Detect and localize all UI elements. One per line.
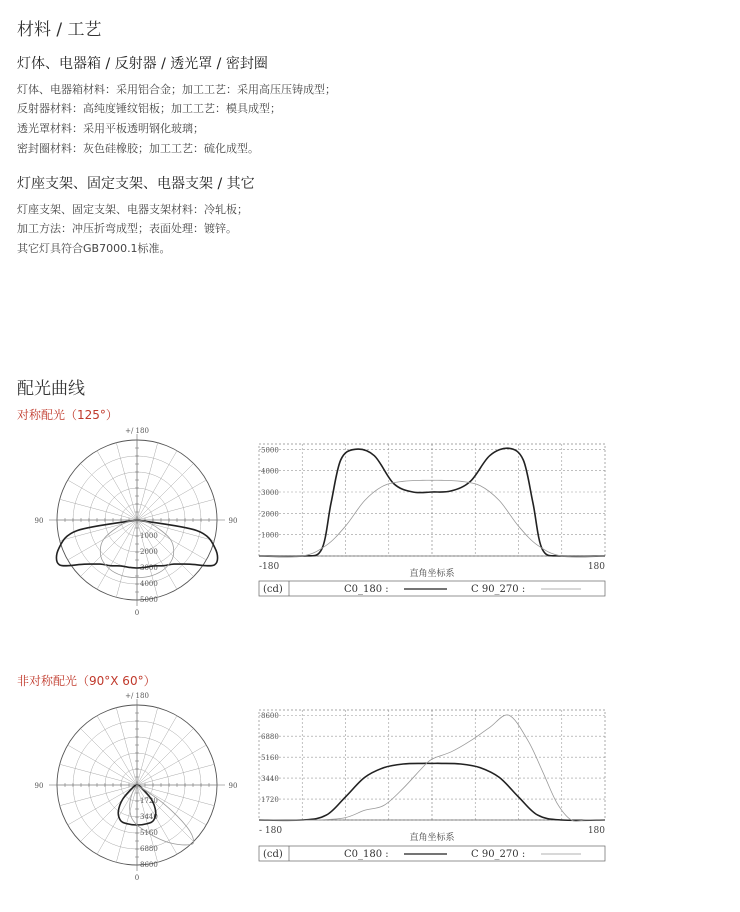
polar-grid-spoke [60,499,137,520]
line-chart-y-tick-label: 8600 [261,712,279,721]
line-chart-y-tick-label: 3000 [261,489,279,497]
polar-radial-tick-label: 3000 [140,564,158,572]
polar-label-left: 90 [34,517,44,525]
polar-grid-spoke [97,785,137,854]
polar-radial-tick-label: 1000 [140,532,158,540]
polar-radial-tick-label: 5000 [140,596,158,604]
polar-grid-spoke [97,520,137,589]
materials-title: 材料 / 工艺 [17,20,102,40]
section2-line: 加工方法：冲压折弯成型；表面处理：镀锌。 [17,222,237,235]
section2-line: 灯座支架、固定支架、电器支架材料：冷轧板； [17,203,248,216]
polar-radial-tick-label: 6880 [140,845,158,853]
polar-grid-spoke [137,480,206,520]
polar-grid-spoke [80,785,137,842]
line-chart-y-tick-label: 6880 [261,733,279,742]
curves-title: 配光曲线 [17,379,85,399]
polar-grid-spoke [116,708,137,785]
polar-grid-spoke [137,716,177,785]
legend-unit: (cd) [263,584,283,595]
section1-line: 密封圈材料：灰色硅橡胶；加工工艺：硫化成型。 [17,142,259,155]
polar-radial-tick-label: 1720 [140,797,158,805]
legend-series-2: C 90_270 : [471,584,526,595]
polar-grid-spoke [137,764,214,785]
line-chart-x-title: 直角坐标系 [409,569,455,579]
polar-grid-spoke [137,745,206,785]
polar-grid-spoke [137,708,158,785]
line-chart-y-tick-label: 4000 [261,467,279,476]
section1-heading: 灯体、电器箱 / 反射器 / 透光罩 / 密封圈 [17,56,268,72]
line-chart-y-tick-label: 1000 [261,531,279,540]
polar-radial-tick-label: 8600 [140,861,158,869]
polar-grid-spoke [116,443,137,520]
section1-line: 透光罩材料：采用平板透明钢化玻璃； [17,122,204,135]
polar-label-top: +/ 180 [125,427,149,435]
section2-line: 其它灯具符合GB7000.1标准。 [17,242,171,255]
legend-unit: (cd) [263,849,283,860]
line-chart-y-tick-label: 3440 [261,775,279,784]
legend-series-1: C0_180 : [344,584,389,595]
polar-grid-spoke [68,785,137,825]
polar-grid-spoke [137,443,158,520]
polar-grid-spoke [116,520,137,597]
polar-grid-spoke [60,520,137,541]
line-chart-x-label-min: - 180 [259,826,283,836]
line-chart-y-tick-label: 5000 [261,446,279,455]
polar-radial-tick-label: 3440 [140,813,158,821]
polar-grid-spoke [60,764,137,785]
line-chart-x-title: 直角坐标系 [409,833,455,843]
polar-label-left: 90 [34,782,44,790]
polar-grid-spoke [68,480,137,520]
polar-grid-spoke [68,520,137,560]
symmetric-label: 对称配光（125°） [17,408,118,422]
line-chart-y-tick-label: 1720 [261,796,279,805]
polar-grid-spoke [80,463,137,520]
polar-grid-spoke [137,728,194,785]
polar-grid-spoke [80,728,137,785]
polar-grid-spoke [97,716,137,785]
polar-label-bottom: 0 [134,874,140,882]
polar-grid-spoke [137,499,214,520]
section1-line: 灯体、电器箱材料：采用铝合金；加工工艺：采用高压压铸成型； [17,83,336,96]
asymmetric-label: 非对称配光（90°X 60°） [17,674,156,688]
polar-label-bottom: 0 [134,609,140,617]
polar-radial-tick-label: 2000 [140,548,158,556]
polar-grid-spoke [97,451,137,520]
polar-grid-spoke [68,745,137,785]
polar-label-right: 90 [228,782,238,790]
polar-radial-tick-label: 5160 [140,829,158,837]
polar-radial-tick-label: 4000 [140,580,158,588]
legend-series-1: C0_180 : [344,849,389,860]
section1-line: 反射器材料：高纯度锤纹铝板；加工工艺：模具成型； [17,102,281,115]
line-chart-x-label-min: -180 [259,562,280,572]
line-chart-y-tick-label: 5160 [261,754,279,763]
legend-series-2: C 90_270 : [471,849,526,860]
line-chart-y-tick-label: 2000 [261,510,279,519]
line-chart-x-label-max: 180 [587,826,605,836]
polar-label-right: 90 [228,517,238,525]
line-chart-x-label-max: 180 [587,562,605,572]
polar-label-top: +/ 180 [125,692,149,700]
section2-heading: 灯座支架、固定支架、电器支架 / 其它 [17,176,255,192]
polar-grid-spoke [137,451,177,520]
polar-grid-spoke [137,463,194,520]
